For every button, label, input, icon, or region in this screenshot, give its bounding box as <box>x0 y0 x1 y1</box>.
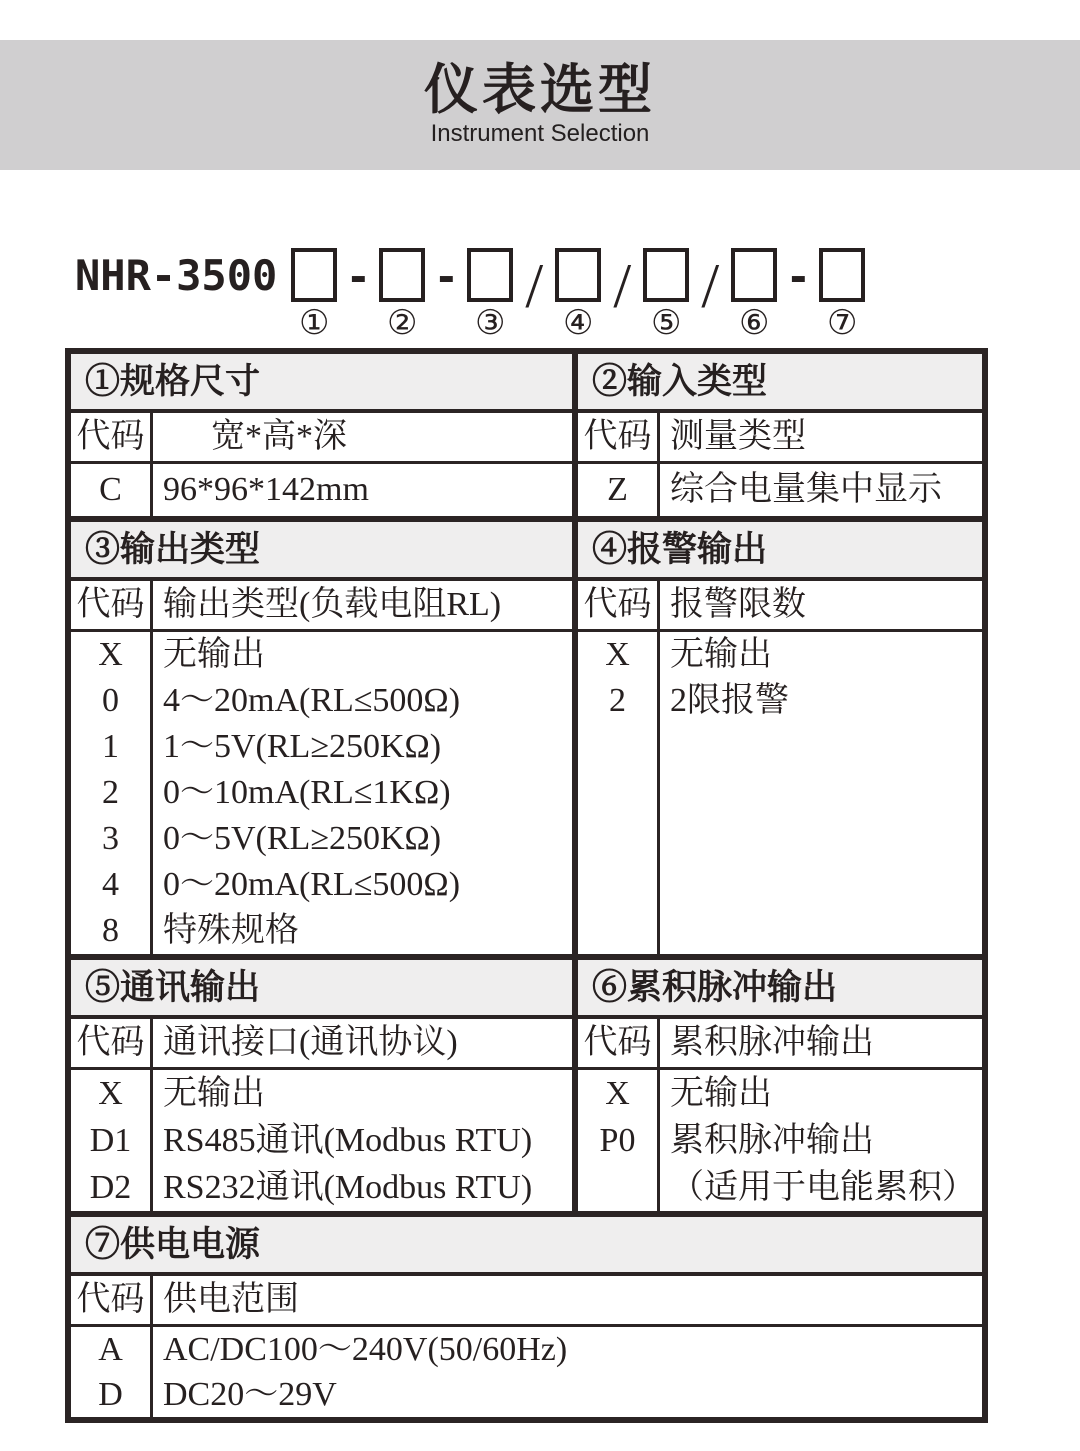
selection-table <box>65 348 988 1423</box>
desc-cell: AC/DC100～240V(50/60Hz) <box>163 1331 568 1368</box>
code-cell: Z <box>607 471 628 508</box>
desc-cell: RS232通讯(Modbus RTU) <box>163 1169 533 1206</box>
desc-cell: 2限报警 <box>670 682 789 719</box>
desc-cell: 特殊规格 <box>163 912 299 949</box>
desc-cell: DC20～29V <box>163 1376 337 1413</box>
desc-cell: 无输出 <box>163 636 265 673</box>
model-position-2 <box>379 248 425 341</box>
section-2-code-header: 代码 <box>578 413 660 461</box>
desc-cell: （适用于电能累积） <box>670 1169 976 1206</box>
section-row-7-body <box>71 1327 982 1417</box>
section-row-1-2-header <box>71 354 982 413</box>
model-separator-6: - <box>789 251 808 301</box>
model-position-label-6: ⑥ <box>739 303 770 343</box>
section-4-header: ④报警输出 <box>578 522 982 577</box>
code-cell: 8 <box>102 912 119 949</box>
page-title: 仪表选型 <box>424 60 656 120</box>
section-7-desc-header: 供电范围 <box>163 1281 299 1318</box>
model-separator-3: / <box>525 250 544 321</box>
page-subtitle: Instrument Selection <box>430 120 650 147</box>
section-row-5-6-body <box>71 1070 982 1211</box>
model-position-4 <box>555 248 601 341</box>
model-code-box-4 <box>555 248 601 302</box>
section-row-3-4-body <box>71 632 982 954</box>
model-position-label-1: ① <box>299 303 330 343</box>
code-cell: 2 <box>102 774 119 811</box>
desc-cell: 0～10mA(RL≤1KΩ) <box>163 774 451 811</box>
desc-cell: 累积脉冲输出 <box>670 1122 874 1159</box>
code-cell: P0 <box>599 1122 636 1159</box>
desc-cell: 无输出 <box>163 1075 265 1112</box>
model-code-line <box>75 248 865 341</box>
section-7-code-header: 代码 <box>71 1276 153 1324</box>
model-position-3 <box>467 248 513 341</box>
desc-cell: 4～20mA(RL≤500Ω) <box>163 682 461 719</box>
code-cell: D <box>98 1376 123 1413</box>
model-code-box-6 <box>731 248 777 302</box>
section-4-code-header: 代码 <box>578 581 660 629</box>
desc-cell: 0～20mA(RL≤500Ω) <box>163 866 461 903</box>
model-position-label-5: ⑤ <box>651 303 682 343</box>
model-position-6 <box>731 248 777 341</box>
model-separator-1: - <box>349 251 368 301</box>
section-7-header: ⑦供电电源 <box>71 1217 982 1272</box>
section-6-code-header: 代码 <box>578 1019 660 1067</box>
section-3-desc-header: 输出类型(负载电阻RL) <box>163 586 502 623</box>
model-code-box-1 <box>291 248 337 302</box>
model-separator-2: - <box>437 251 456 301</box>
model-code-box-7 <box>819 248 865 302</box>
model-position-7 <box>819 248 865 341</box>
section-row-1-2-body <box>71 464 982 516</box>
model-prefix: NHR-3500 <box>75 251 278 300</box>
section-1-desc-header: 宽*高*深 <box>211 418 347 455</box>
title-banner <box>0 40 1080 170</box>
section-6-header: ⑥累积脉冲输出 <box>578 960 982 1015</box>
model-position-label-3: ③ <box>475 303 506 343</box>
section-row-5-6-header <box>71 954 982 1019</box>
section-5-code-header: 代码 <box>71 1019 153 1067</box>
code-cell: D2 <box>89 1169 132 1206</box>
section-row-1-2-colheaders <box>71 413 982 464</box>
section-5-header: ⑤通讯输出 <box>71 960 578 1015</box>
section-1-code-header: 代码 <box>71 413 153 461</box>
section-row-7-header <box>71 1211 982 1276</box>
model-position-label-4: ④ <box>563 303 594 343</box>
code-cell: 3 <box>102 820 119 857</box>
desc-cell: 无输出 <box>670 636 772 673</box>
section-2-header: ②输入类型 <box>578 354 982 409</box>
desc-cell: 1～5V(RL≥250KΩ) <box>163 728 442 765</box>
code-cell: X <box>98 1075 123 1112</box>
model-code-box-2 <box>379 248 425 302</box>
code-cell: X <box>605 636 630 673</box>
section-row-5-6-colheaders <box>71 1019 982 1070</box>
section-4-desc-header: 报警限数 <box>670 586 806 623</box>
code-cell: A <box>98 1331 123 1368</box>
section-6-desc-header: 累积脉冲输出 <box>670 1024 874 1061</box>
section-2-desc-header: 测量类型 <box>670 418 806 455</box>
section-3-header: ③输出类型 <box>71 522 578 577</box>
section-5-desc-header: 通讯接口(通讯协议) <box>163 1024 458 1061</box>
desc-cell: 0～5V(RL≥250KΩ) <box>163 820 442 857</box>
desc-cell: 无输出 <box>670 1075 772 1112</box>
code-cell: 0 <box>102 682 119 719</box>
model-position-1 <box>291 248 337 341</box>
desc-cell: RS485通讯(Modbus RTU) <box>163 1122 533 1159</box>
model-code-box-5 <box>643 248 689 302</box>
desc-cell: 96*96*142mm <box>163 471 369 508</box>
section-row-3-4-colheaders <box>71 581 982 632</box>
section-row-3-4-header <box>71 516 982 581</box>
model-position-label-7: ⑦ <box>827 303 858 343</box>
code-cell: C <box>99 471 122 508</box>
code-cell: D1 <box>89 1122 132 1159</box>
code-cell: X <box>605 1075 630 1112</box>
section-1-header: ①规格尺寸 <box>71 354 578 409</box>
code-cell: 1 <box>102 728 119 765</box>
code-cell: 2 <box>609 682 626 719</box>
model-separator-4: / <box>613 250 632 321</box>
code-cell: X <box>98 636 123 673</box>
model-position-label-2: ② <box>387 303 418 343</box>
model-position-5 <box>643 248 689 341</box>
desc-cell: 综合电量集中显示 <box>670 471 942 508</box>
section-3-code-header: 代码 <box>71 581 153 629</box>
code-cell: 4 <box>102 866 119 903</box>
model-separator-5: / <box>701 250 720 321</box>
model-code-box-3 <box>467 248 513 302</box>
section-row-7-colheaders <box>71 1276 982 1327</box>
